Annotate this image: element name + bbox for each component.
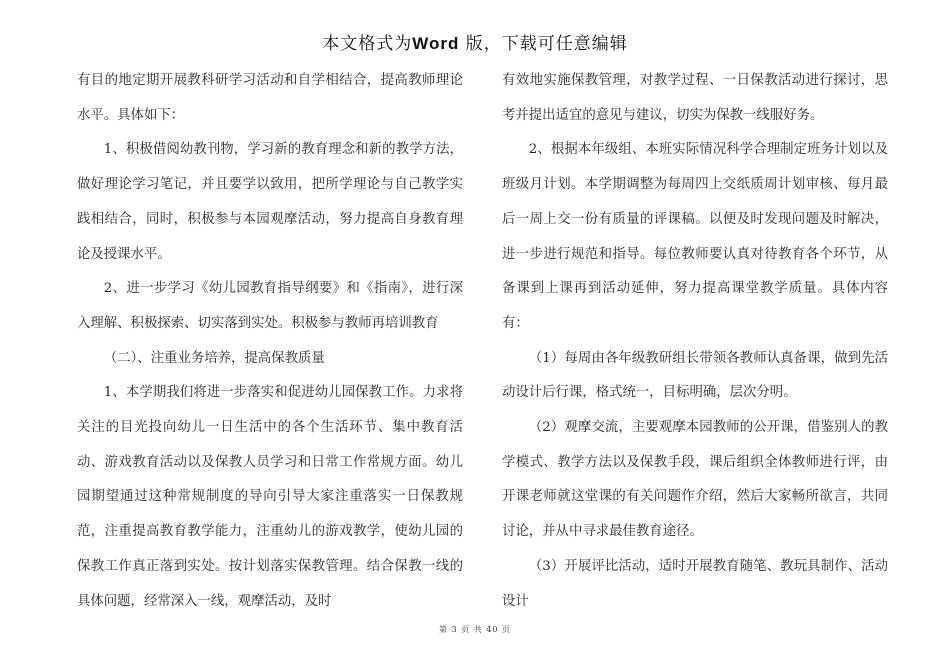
- paragraph: 有效地实施保教管理，对教学过程、一日保教活动进行探讨，思考并提出适宜的意见与建议，切实为保教一线服好务。: [502, 73, 888, 123]
- list-item: （3）开展评比活动，适时开展教育随笔、教玩具制作、活动设计: [502, 558, 888, 609]
- page-header: [0, 29, 950, 54]
- paragraph: 2、根据本年级组、本班实际情况科学合理制定班务计划以及班级月计划。本学期调整为每周四上交纸质周计划审核、每月最后一周上交一份有质量的评课稿。以便及时发现问题及时解决，进一步进行规范和指导。每位教师要认真对待教育各个环节，从备课到上课再到活动延伸，努力提高课堂教学质量。具体内容有：: [502, 142, 888, 331]
- paragraph: 有目的地定期开展教科研学习活动和自学相结合，提高教师理论水平。具体如下：: [77, 73, 463, 123]
- paragraph: 1、积极借阅幼教刊物，学习新的教育理念和新的教学方法，做好理论学习笔记，并且要学以致用，把所学理论与自己教学实践相结合，同时，积极参与本园观摩活动，努力提高自身教育理论及授课水平。: [77, 142, 463, 262]
- list-item: （1）每周由各年级教研组长带领各教师认真备课，做到先活动设计后行课，格式统一，目标明确，层次分明。: [502, 350, 888, 401]
- paragraph: 2、进一步学习《幼儿园教育指导纲要》和《指南》，进行深入理解、积极探索、切实落到实处。积极参与教师再培训教育: [77, 281, 463, 331]
- section-heading: （二）、注重业务培养，提高保教质量: [103, 350, 325, 366]
- left-column: [77, 64, 463, 619]
- right-column: [502, 64, 888, 619]
- header-prefix: 本文格式为: [322, 34, 413, 54]
- paragraph: 1、本学期我们将进一步落实和促进幼儿园保教工作。力求将关注的目光投向幼儿一日生活中的各个生活环节、集中教育活动、游戏教育活动以及保教人员学习和日常工作常规方面。幼儿园期望通过这种常规制度的导向引导大家注重落实一日保教规范，注重提高教育教学能力，注重幼儿的游戏教学，使幼儿园的保教工作真正落到实处。按计划落实保教管理。结合保教一线的具体问题，经常深入一线，观摩活动，及时: [77, 385, 463, 609]
- header-suffix: 版，下载可任意编辑: [459, 34, 628, 54]
- page-footer: 第 3 页 共 40 页: [439, 625, 511, 634]
- header-word: Word: [412, 34, 460, 53]
- list-item: （2）观摩交流，主要观摩本园教师的公开课，借鉴别人的教学模式、教学方法以及保教手段，课后组织全体教师进行评，由开课老师就这堂课的有关问题作介绍，然后大家畅所欲言，共同讨论，并从中寻求最佳教育途径。: [502, 420, 888, 540]
